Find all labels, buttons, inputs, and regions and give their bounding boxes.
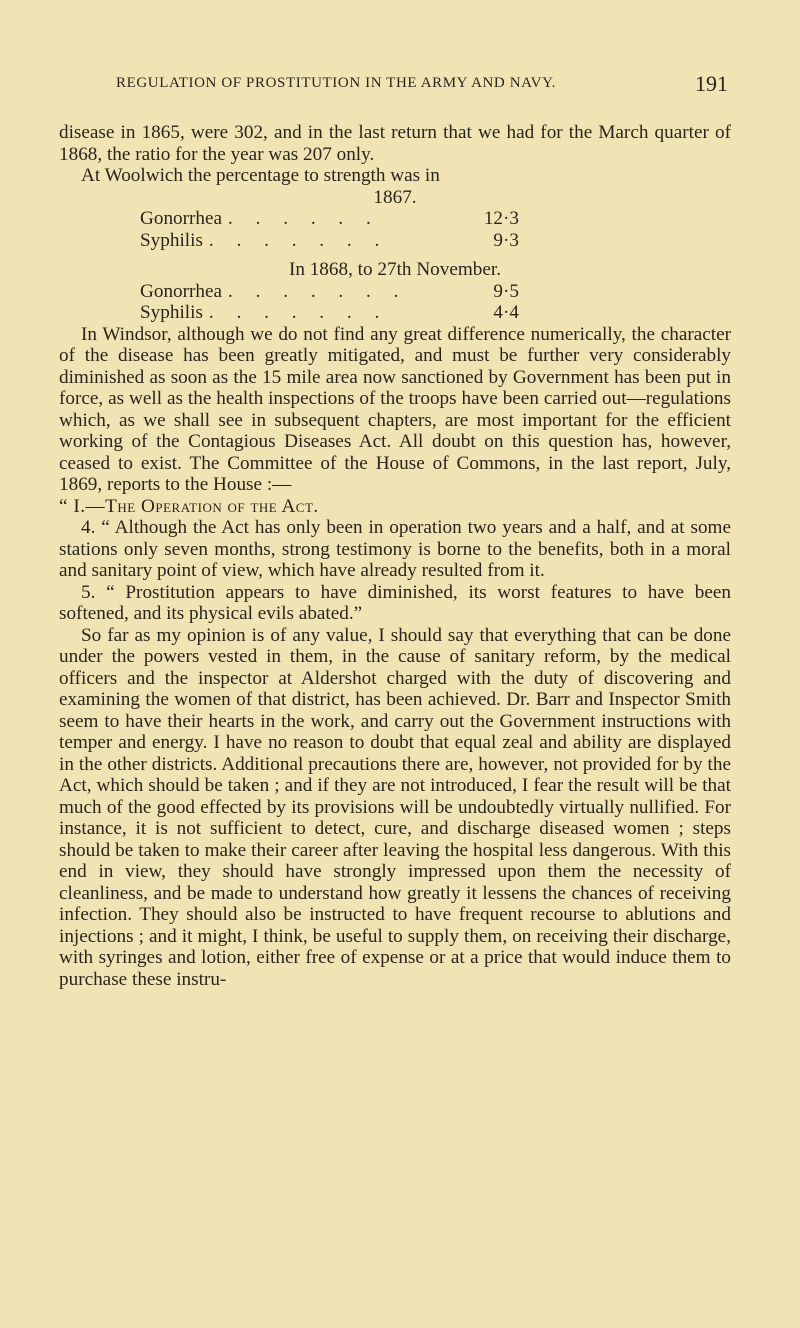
leader-dots: . . . . . . .: [208, 229, 389, 251]
paragraph: 5. “ Prostitution appears to have diminished, its worst features to have been softened, and its physical evils abated.”: [59, 581, 731, 624]
table-row: [140, 230, 519, 252]
leader-dots: . . . . . . .: [228, 280, 408, 302]
disease-label: Gonorrhea: [140, 208, 223, 229]
paragraph: disease in 1865, were 302, and in the last return that we had for the March quarter of 1868, the ratio for the year was 207 only.: [59, 122, 731, 165]
percentage-value: 12·3: [483, 208, 519, 229]
running-head-title: REGULATION OF PROSTITUTION IN THE ARMY AND NAVY.: [116, 75, 556, 91]
running-head: [116, 71, 728, 101]
table-year-heading: In 1868, to 27th November.: [288, 259, 502, 280]
leader-dots: . . . . . . .: [208, 302, 389, 323]
percentage-value: 9·3: [493, 229, 519, 251]
table-row: [140, 281, 519, 303]
body-text: [59, 122, 731, 990]
percentage-value: 9·5: [493, 280, 519, 302]
disease-label: Syphilis: [140, 229, 203, 251]
table-row: [140, 302, 519, 324]
leader-dots: . . . . . .: [228, 208, 380, 229]
disease-label: Gonorrhea: [140, 280, 223, 302]
paragraph: So far as my opinion is of any value, I should say that everything that can be done under the powers vested in them, in the cause of sanitary reform, by the medical officers and the inspector at Aldershot charged with the duty of discovering and examining the women of that district, has been achieved. Dr. Barr and Inspector Smith seem to have their hearts in the work, and carry out the Government instructions with temper and energy. I have no reason to doubt that equal zeal and ability are displayed in the other districts. Additional precautions there are, however, not provided for by the Act, which should be taken ; and if they are not introduced, I fear the result will be that much of the good effected by its provisions will be undoubtedly virtually nullified. For instance, it is not sufficient to detect, cure, and discharge diseased women ; steps should be taken to make their career after leaving the hospital less dangerous. With this end in view, they should have strongly impressed upon them the necessity of cleanliness, and be made to understand how greatly it lessens the chances of receiving infection. They should also be instructed to have frequent recourse to ablutions and injections ; and it might, I think, be useful to supply them, on receiving their discharge, with syringes and lotion, either free of expense or at a price that would induce them to purchase these instru-: [59, 624, 731, 990]
paragraph: In Windsor, although we do not find any great difference numerically, the character of the disease has been greatly mitigated, and must be further very considerably diminished as soon as the 15 mile area now sanctioned by Government has been put in force, as well as the health inspections of the troops have been carried out—regulations which, as we shall see in subsequent chapters, are most important for the efficient working of the Contagious Diseases Act. All doubt on this question has, however, ceased to exist. The Committee of the House of Commons, in the last report, July, 1869, reports to the House :—: [59, 323, 731, 495]
paragraph: 4. “ Although the Act has only been in operation two years and a half, and at some stations only seven months, strong testimony is borne to the benefits, both in a moral and sanitary point of view, which have already resulted from it.: [59, 517, 731, 581]
table-row: [140, 208, 519, 230]
section-heading: “ I.—The Operation of the Act.: [59, 495, 319, 517]
page-number: 191: [695, 71, 728, 96]
disease-label: Syphilis: [140, 302, 203, 323]
paragraph: At Woolwich the percentage to strength was in: [81, 165, 440, 186]
table-year-heading: 1867.: [373, 186, 417, 208]
percentage-value: 4·4: [493, 302, 519, 323]
